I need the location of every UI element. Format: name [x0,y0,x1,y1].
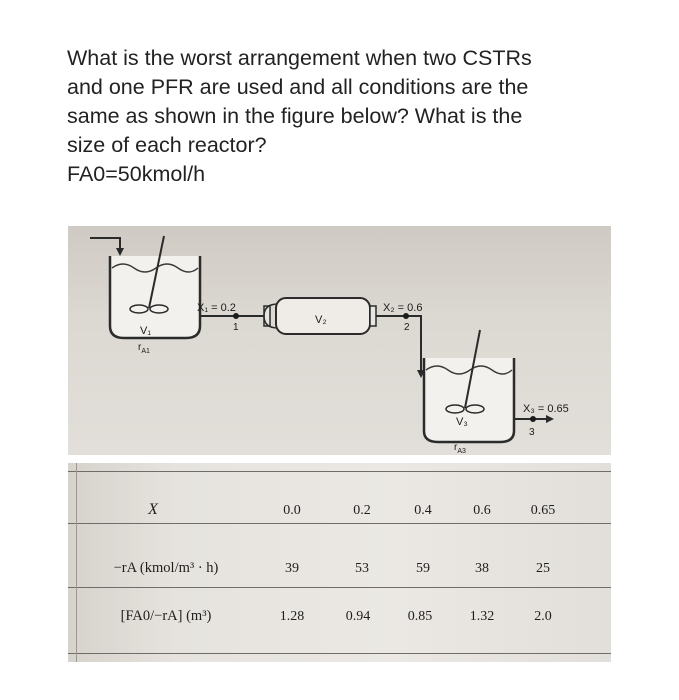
question-line-3: same as shown in the figure below? What is the [67,104,523,128]
table-rule-bottom [68,653,611,654]
row-header-x: X [148,501,158,518]
table-cell: 39 [285,561,299,576]
table-cell: 0.4 [414,503,432,518]
stream-3-label: 3 [529,427,535,438]
table-cell: 38 [475,561,489,576]
stream-3-arrow-icon [546,415,554,423]
question-line-5: FA0=50kmol/h [67,162,206,186]
feed-arrow-icon [116,248,124,256]
table-cell: 1.28 [279,609,305,624]
table-cell: 53 [355,561,369,576]
table-cell: 2.0 [534,609,552,624]
table-cell: 0.2 [353,503,371,518]
table-cell: 0.0 [283,503,301,518]
x3-label: X₃ = 0.65 [523,403,569,415]
question-line-1: What is the worst arrangement when two CSTRs [67,46,532,70]
stream-2-label: 2 [404,322,410,333]
table-left-edge [76,463,77,662]
table-rule-2 [68,587,611,588]
table-rule-1 [68,523,611,524]
ra1-label: $r_{A1}$ [138,342,150,355]
reactor-diagram [68,226,611,455]
table-cell: 0.65 [530,503,556,518]
feed-pipe [90,238,120,250]
x2-label: X₂ = 0.6 [383,302,423,314]
stream-1-label: 1 [233,322,239,333]
v1-label: V₁ [140,325,152,337]
cstr-3 [424,330,514,442]
data-table-photo [68,463,611,662]
table-cell: 0.94 [345,609,371,624]
stream-3-node [530,416,536,422]
question-text [67,44,627,189]
table-rule-top [68,471,611,472]
table-cell: 25 [536,561,550,576]
table-cell: 1.32 [469,609,495,624]
reactor-figure-photo [68,226,611,455]
ra3-label: $r_{A3}$ [454,442,466,455]
question-line-4: size of each reactor? [67,133,267,157]
stream-2-line [376,316,421,374]
question-line-2: and one PFR are used and all conditions are the [67,75,529,99]
cstr-1 [110,236,200,338]
table-cell: 0.6 [473,503,491,518]
table-cell: 59 [416,561,430,576]
row-header-rate: −rA (kmol/m³ · h) [113,560,219,576]
x1-label: X₁ = 0.2 [197,302,236,314]
row-header-levenspiel: [FA0/−rA] (m³) [120,608,212,624]
v2-label: V₂ [315,314,327,326]
v3-label: V₃ [456,416,468,428]
table-cell: 0.85 [407,609,433,624]
